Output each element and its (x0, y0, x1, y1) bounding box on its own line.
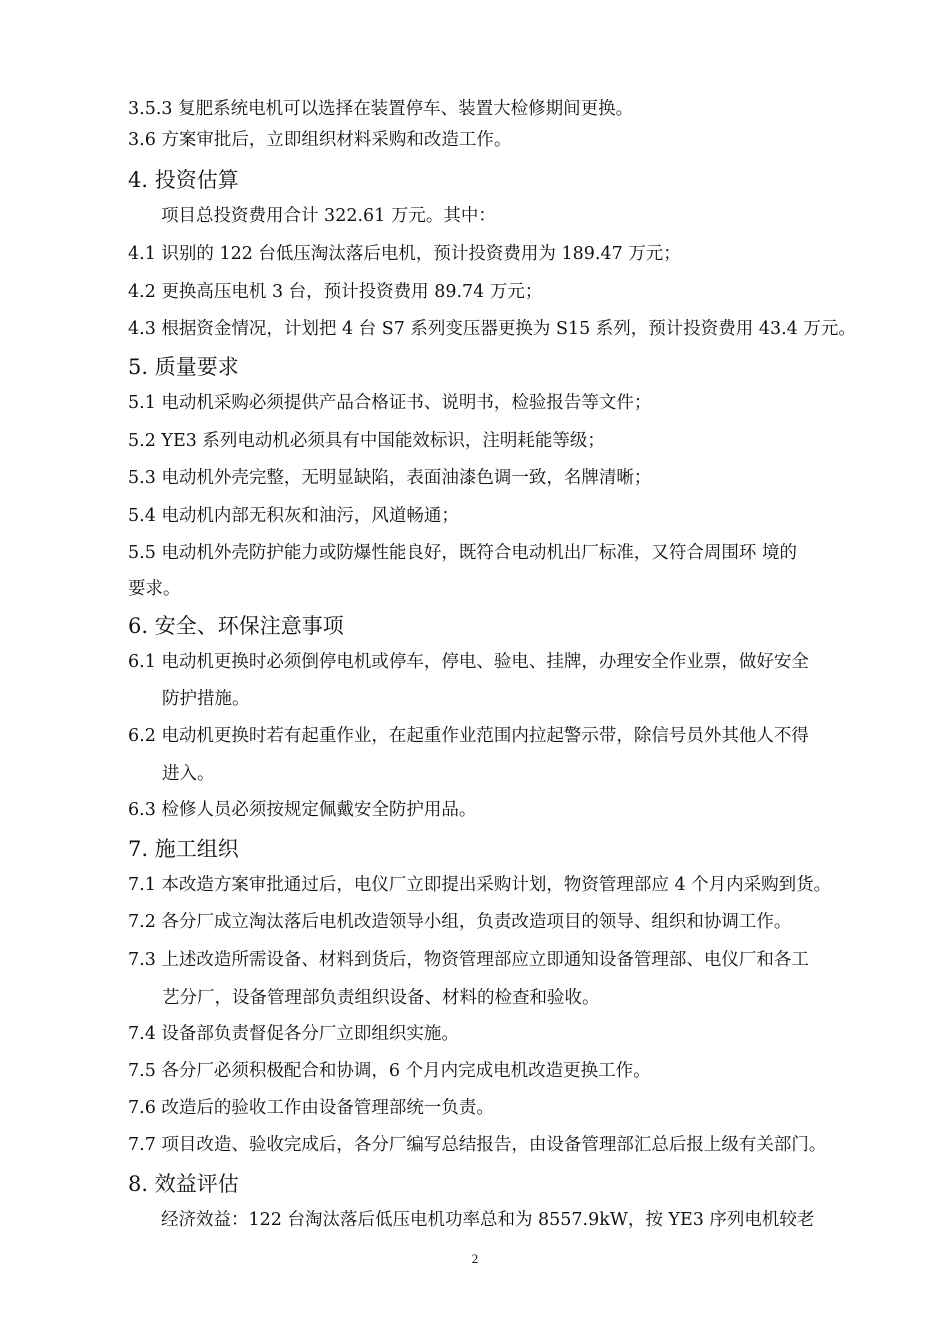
text-line: 7.3 上述改造所需设备、材料到货后，物资管理部应立即通知设备管理部、电仪厂和各工 (128, 950, 809, 970)
text-line: 7.1 本改造方案审批通过后，电仪厂立即提出采购计划，物资管理部应 4 个月内采购到货。 (128, 875, 832, 895)
text-line: 防护措施。 (162, 689, 250, 709)
text-line: 进入。 (162, 764, 215, 784)
section-heading: 7. 施工组织 (128, 837, 239, 861)
text-line: 6.1 电动机更换时必须倒停电机或停车，停电、验电、挂牌，办理安全作业票，做好安全 (128, 652, 809, 672)
section-heading: 8. 效益评估 (128, 1172, 239, 1196)
text-line: 经济效益：122 台淘汰落后低压电机功率总和为 8557.9kW，按 YE3 序列电机较老 (161, 1210, 815, 1230)
text-line: 4.1 识别的 122 台低压淘汰落后电机，预计投资费用为 189.47 万元； (128, 244, 681, 264)
text-line: 5.2 YE3 系列电动机必须具有中国能效标识，注明耗能等级； (128, 431, 605, 451)
text-line: 7.6 改造后的验收工作由设备管理部统一负责。 (128, 1098, 494, 1118)
text-line: 7.4 设备部负责督促各分厂立即组织实施。 (128, 1024, 459, 1044)
text-line: 3.5.3 复肥系统电机可以选择在装置停车、装置大检修期间更换。 (128, 99, 634, 119)
text-line: 7.7 项目改造、验收完成后，各分厂编写总结报告，由设备管理部汇总后报上级有关部门。 (128, 1135, 827, 1155)
text-line: 5.4 电动机内部无积灰和油污，风道畅通； (128, 506, 459, 526)
text-line: 4.3 根据资金情况，计划把 4 台 S7 系列变压器更换为 S15 系列，预计投资费用 43.4 万元。 (128, 319, 856, 339)
text-line: 5.3 电动机外壳完整，无明显缺陷，表面油漆色调一致，名牌清晰； (128, 468, 652, 488)
page-number: 2 (471, 1251, 479, 1266)
text-line: 要求。 (128, 579, 181, 599)
text-line: 4.2 更换高压电机 3 台，预计投资费用 89.74 万元； (128, 282, 543, 302)
text-line: 5.1 电动机采购必须提供产品合格证书、说明书，检验报告等文件； (128, 393, 652, 413)
text-line: 5.5 电动机外壳防护能力或防爆性能良好，既符合电动机出厂标准，又符合周围环 境的 (128, 543, 797, 563)
text-line: 7.5 各分厂必须积极配合和协调，6 个月内完成电机改造更换工作。 (128, 1061, 651, 1081)
text-line: 项目总投资费用合计 322.61 万元。其中： (161, 206, 496, 226)
section-heading: 5. 质量要求 (128, 355, 239, 379)
section-heading: 4. 投资估算 (128, 168, 239, 192)
section-heading: 6. 安全、环保注意事项 (128, 614, 344, 638)
text-line: 7.2 各分厂成立淘汰落后电机改造领导小组，负责改造项目的领导、组织和协调工作。 (128, 912, 792, 932)
text-line: 艺分厂，设备管理部负责组织设备、材料的检查和验收。 (162, 988, 600, 1008)
text-line: 6.3 检修人员必须按规定佩戴安全防护用品。 (128, 800, 477, 820)
text-line: 6.2 电动机更换时若有起重作业，在起重作业范围内拉起警示带，除信号员外其他人不得 (128, 726, 809, 746)
text-line: 3.6 方案审批后，立即组织材料采购和改造工作。 (128, 130, 512, 150)
